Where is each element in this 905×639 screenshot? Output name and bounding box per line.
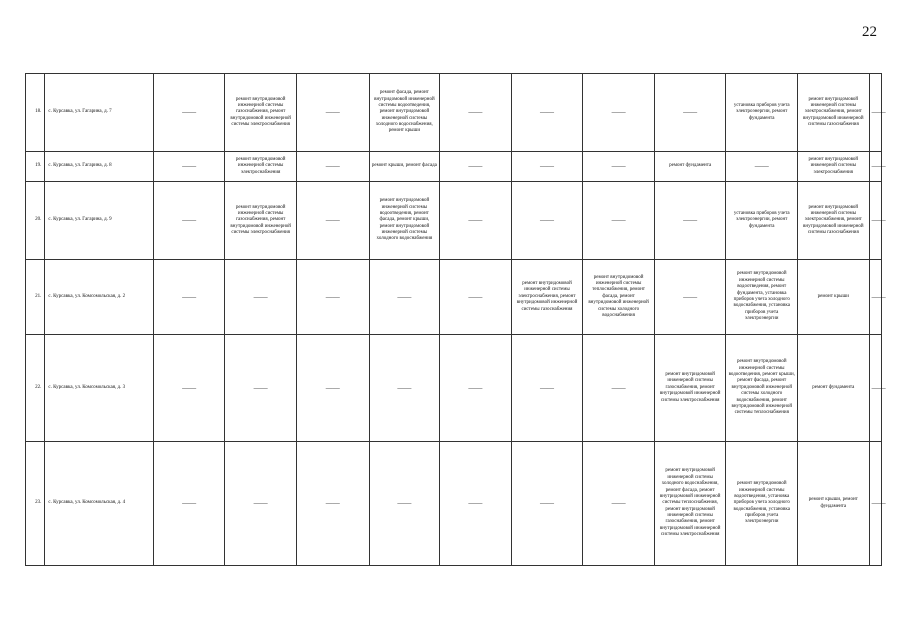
work-cell: ——	[511, 182, 583, 260]
work-cell: ——	[869, 442, 881, 566]
work-cell: ремонт внутридомовой инженерной системы электроснабжения, ремонт внутридомовой инженерной системы газоснабжения	[798, 182, 870, 260]
work-cell: ——	[296, 182, 369, 260]
work-cell: ремонт внутридомовой инженерной системы газоснабжения, ремонт внутридомовой инженерной системы электроснабжения	[225, 182, 297, 260]
work-cell: ——	[583, 152, 655, 182]
work-cell: ——	[869, 335, 881, 442]
work-cell: ремонт внутридомовой инженерной системы водоотведения, установка приборов учета холодного водоснабжения, установка приборов учета электроэнергии	[726, 442, 798, 566]
table-row	[26, 182, 882, 260]
work-cell: ——	[440, 260, 512, 335]
row-number: 21.	[26, 260, 45, 335]
work-cell: установка приборов учета электроэнергии, ремонт фундамента	[726, 74, 798, 152]
table-row	[26, 260, 882, 335]
work-cell: ремонт внутридомовой инженерной системы электроснабжения	[225, 152, 297, 182]
table-body	[26, 74, 886, 566]
work-cell: ремонт фундамента	[798, 335, 870, 442]
work-cell: ——	[511, 335, 583, 442]
work-cell: ——	[296, 335, 369, 442]
work-cell: ремонт крыши, ремонт фундамента	[798, 442, 870, 566]
work-cell: ремонт фасада, ремонт внутридомовой инженерной системы водоотведения, ремонт внутридомовой инженерной системы холодного водоснабжения, ремонт крыши	[369, 74, 440, 152]
address-cell: с. Курсавка, ул. Комсомольская, д. 2	[45, 260, 153, 335]
work-cell: ——	[583, 442, 655, 566]
row-number: 23.	[26, 442, 45, 566]
work-cell: ремонт внутридомовой инженерной системы газоснабжения, ремонт внутридомовой инженерной системы электроснабжения	[225, 74, 297, 152]
work-cell: ——	[654, 74, 726, 152]
work-cell: ——	[225, 335, 297, 442]
work-cell: ——	[440, 152, 512, 182]
work-cell: ——	[296, 152, 369, 182]
work-cell: ——	[296, 74, 369, 152]
row-number: 22.	[26, 335, 45, 442]
work-cell: ——	[225, 442, 297, 566]
work-cell: ——	[153, 152, 225, 182]
work-cell: ремонт внутридомовой инженерной системы водоотведения, ремонт фундамента, установка приборов учета холодного водоснабжения, установка приборов учета электроэнергии	[726, 260, 798, 335]
work-cell: ——	[440, 182, 512, 260]
row-number: 19.	[26, 152, 45, 182]
work-cell: установка приборов учета электроэнергии, ремонт фундамента	[726, 182, 798, 260]
work-cell: ——	[296, 260, 369, 335]
work-cell: ремонт внутридомовой инженерной системы водоотведения, ремонт крыши, ремонт фасада, ремонт внутридомовой инженерной системы холодного водоснабжения, ремонт внутридомовой инженерной системы теплоснабжения	[726, 335, 798, 442]
work-cell: ——	[583, 335, 655, 442]
work-cell: ——	[869, 182, 881, 260]
work-cell: ремонт внутридомовой инженерной системы электроснабжения, ремонт внутридомовой инженерной системы газоснабжения	[511, 260, 583, 335]
work-cell: ремонт внутридомовой инженерной системы теплоснабжения, ремонт фасада, ремонт внутридомовой инженерной системы холодного водоснабжения	[583, 260, 655, 335]
row-number: 20.	[26, 182, 45, 260]
address-cell: с. Курсавка, ул. Гагарина, д. 8	[45, 152, 153, 182]
work-cell: ремонт крыши, ремонт фасада	[369, 152, 440, 182]
work-cell: ремонт внутридомовой инженерной системы газоснабжения, ремонт внутридомовой инженерной системы электроснабжения	[654, 335, 726, 442]
table-row	[26, 442, 882, 566]
work-cell: ——	[726, 152, 798, 182]
work-cell: ——	[153, 182, 225, 260]
table-row	[26, 74, 882, 152]
address-cell: с. Курсавка, ул. Гагарина, д. 9	[45, 182, 153, 260]
table-row	[26, 335, 882, 442]
row-number: 18.	[26, 74, 45, 152]
work-cell: ——	[153, 260, 225, 335]
work-cell: ——	[153, 442, 225, 566]
work-cell: ремонт внутридомовой инженерной системы электроснабжения	[798, 152, 870, 182]
address-cell: с. Курсавка, ул. Гагарина, д. 7	[45, 74, 153, 152]
work-cell: ——	[440, 442, 512, 566]
work-cell: ——	[369, 335, 440, 442]
work-cell: ——	[440, 335, 512, 442]
work-cell: ремонт фундамента	[654, 152, 726, 182]
page-number: 22	[862, 24, 877, 40]
work-cell: ——	[654, 182, 726, 260]
work-cell: ——	[511, 74, 583, 152]
work-cell: ремонт внутридомовой инженерной системы водоотведения, ремонт фасада, ремонт крыши, ремонт внутридомовой инженерной системы холодного водоснабжения	[369, 182, 440, 260]
work-cell: ——	[296, 442, 369, 566]
work-cell: ремонт внутридомовой инженерной системы электроснабжения, ремонт внутридомовой инженерной системы газоснабжения	[798, 74, 870, 152]
table-row	[26, 152, 882, 182]
work-cell: ——	[440, 74, 512, 152]
work-cell: ——	[511, 152, 583, 182]
address-cell: с. Курсавка, ул. Комсомольская, д. 4	[45, 442, 153, 566]
work-cell: ——	[583, 182, 655, 260]
work-cell: ——	[869, 74, 881, 152]
work-cell: ——	[153, 74, 225, 152]
work-cell: ——	[869, 260, 881, 335]
work-cell: ——	[369, 260, 440, 335]
housing-repair-table	[25, 73, 886, 566]
address-cell: с. Курсавка, ул. Комсомольская, д. 3	[45, 335, 153, 442]
work-cell: ремонт внутридомовой инженерной системы холодного водоснабжения, ремонт фасада, ремонт внутридомовой инженерной системы теплоснабжения, ремонт внутридомовой инженерной системы газоснабжения, ремонт внутридомовой инженерной системы электроснабжения	[654, 442, 726, 566]
work-cell: ——	[369, 442, 440, 566]
work-cell: ——	[869, 152, 881, 182]
work-cell: ——	[511, 442, 583, 566]
work-cell: ——	[153, 335, 225, 442]
work-cell: ремонт крыши	[798, 260, 870, 335]
work-cell: ——	[225, 260, 297, 335]
work-cell: ——	[654, 260, 726, 335]
work-cell: ——	[583, 74, 655, 152]
